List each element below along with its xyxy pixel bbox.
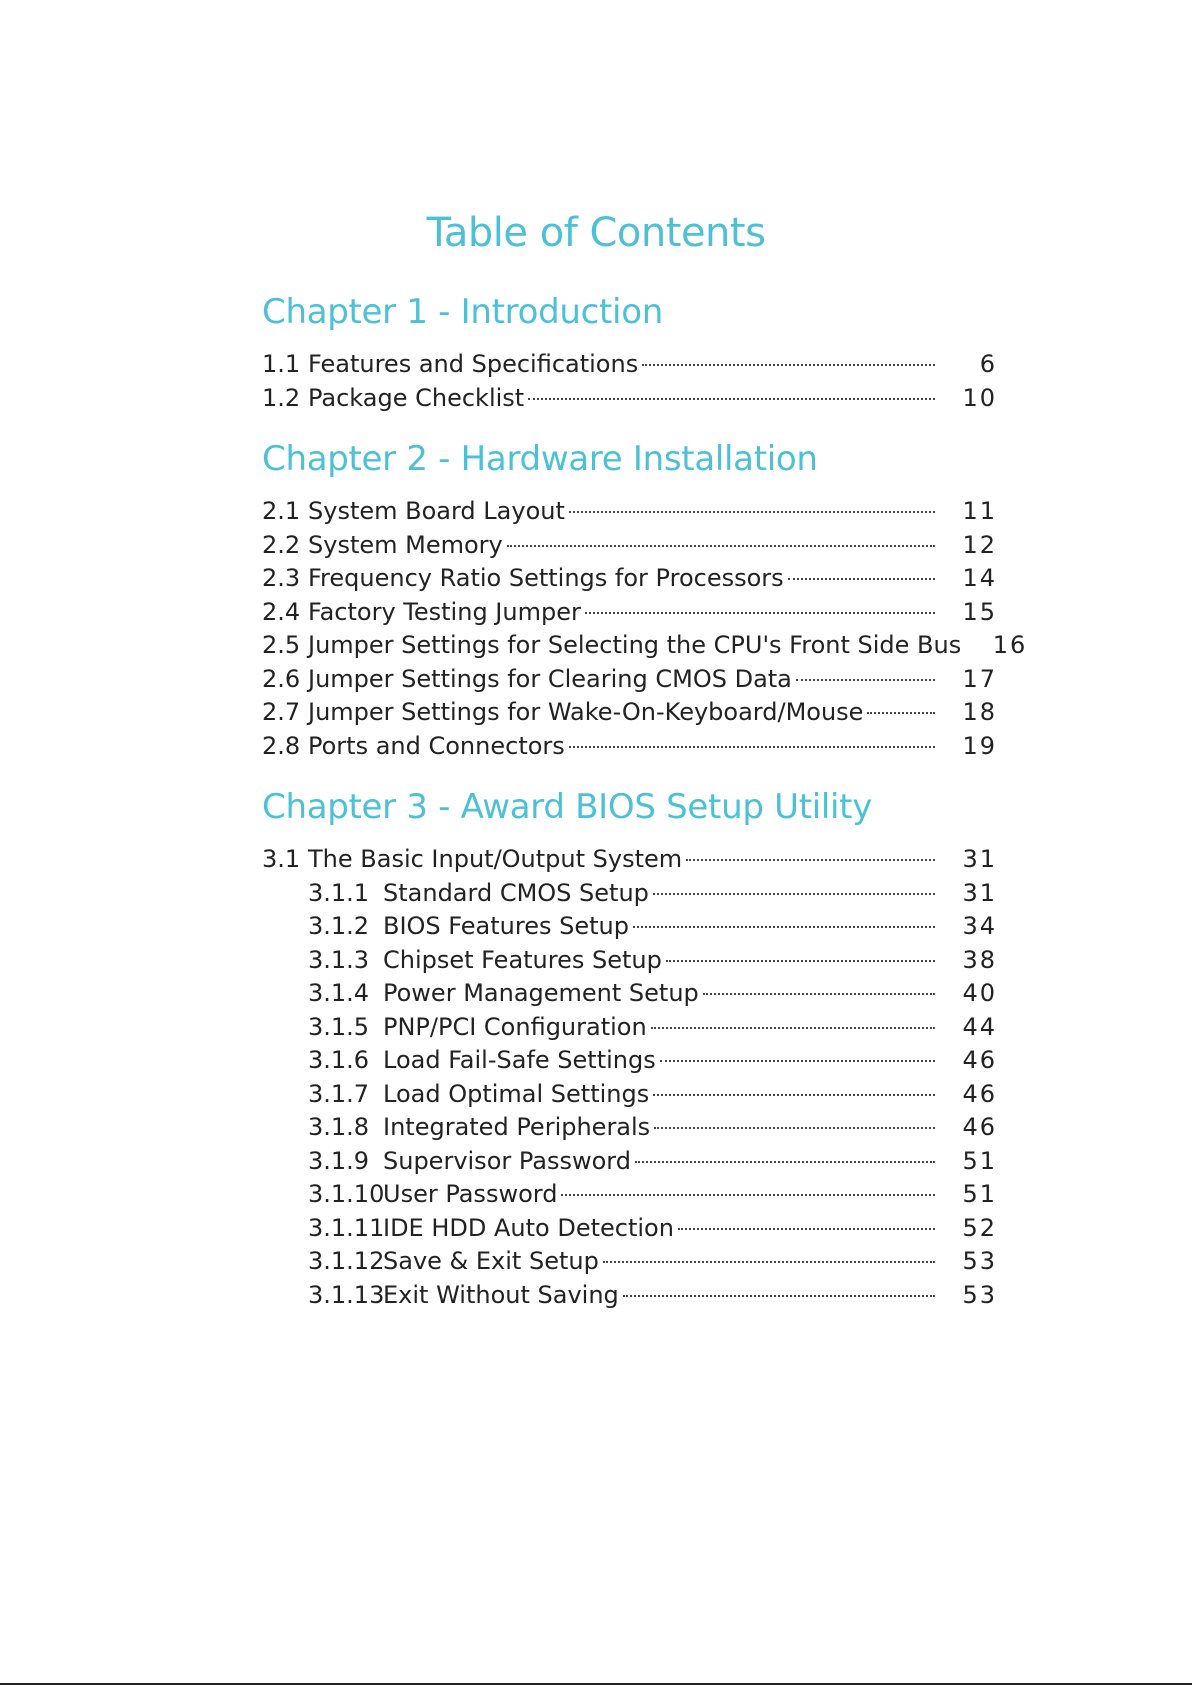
toc-entry[interactable] (262, 382, 997, 416)
toc-entry[interactable] (262, 1011, 997, 1045)
page-number: 19 (962, 731, 997, 760)
toc-entry[interactable] (262, 1111, 997, 1145)
section-number: 2.5 (262, 631, 301, 659)
toc-entry[interactable] (262, 977, 997, 1011)
section-number: 2.4 (262, 597, 301, 626)
section-number: 2.2 (262, 530, 301, 559)
section-title: Jumper Settings for Clearing CMOS Data (308, 664, 792, 693)
dot-leader (528, 398, 935, 400)
dot-leader (635, 1161, 935, 1163)
toc-entry[interactable] (262, 348, 997, 382)
section-title: Jumper Settings for Wake-On-Keyboard/Mouse (308, 698, 864, 726)
toc-entry[interactable] (262, 495, 997, 529)
dot-leader (703, 993, 935, 995)
dot-leader (660, 1060, 935, 1062)
toc-entry[interactable] (262, 596, 997, 630)
section-number: 3.1.1 (308, 878, 370, 907)
toc-entry[interactable] (262, 1078, 997, 1112)
section-title: Exit Without Saving (383, 1280, 619, 1309)
toc-entry[interactable] (262, 696, 997, 730)
section-title: Jumper Settings for Selecting the CPU's Front Side Bus (308, 631, 962, 659)
section-number: 3.1.8 (308, 1113, 370, 1141)
section-title: Load Optimal Settings (383, 1079, 650, 1108)
section-number: 1.1 (262, 350, 301, 378)
toc-entry[interactable] (262, 529, 997, 563)
section-title: Load Fail-Safe Settings (383, 1046, 656, 1074)
chapter-entries (262, 843, 997, 1312)
section-number: 2.7 (262, 698, 301, 726)
section-number: 2.6 (262, 664, 301, 693)
dot-leader (653, 1094, 935, 1096)
dot-leader (867, 712, 935, 714)
section-title: IDE HDD Auto Detection (383, 1213, 674, 1242)
page-number: 12 (962, 530, 997, 559)
page-number: 46 (962, 1046, 997, 1074)
page-number: 51 (962, 1146, 997, 1175)
section-number: 3.1.13 (308, 1280, 385, 1309)
section-number: 3.1.4 (308, 979, 370, 1007)
page-number: 15 (962, 597, 997, 626)
toc-entry[interactable] (262, 730, 997, 764)
section-number: 3.1.3 (308, 945, 370, 974)
section-title: Package Checklist (308, 383, 525, 412)
toc-entry[interactable] (262, 910, 997, 944)
dot-leader (654, 1127, 935, 1129)
section-title: Save & Exit Setup (383, 1247, 599, 1275)
dot-leader (642, 364, 935, 366)
page-number: 11 (962, 497, 997, 525)
section-number: 2.1 (262, 497, 301, 525)
page-number: 38 (962, 945, 997, 974)
toc-entry[interactable] (262, 1145, 997, 1179)
dot-leader (796, 679, 935, 681)
section-number: 2.8 (262, 731, 301, 760)
page-number: 52 (962, 1213, 997, 1242)
section-title: BIOS Features Setup (383, 912, 629, 940)
section-number: 3.1.9 (308, 1146, 370, 1175)
section-title: PNP/PCI Configuration (383, 1012, 647, 1041)
section-number: 3.1.6 (308, 1046, 370, 1074)
page-number: 46 (962, 1113, 997, 1141)
toc-entry[interactable] (262, 843, 997, 877)
section-title: System Memory (308, 530, 503, 559)
page-number: 18 (962, 698, 997, 726)
section-number: 3.1.11 (308, 1213, 385, 1242)
dot-leader (561, 1194, 935, 1196)
page-number: 46 (962, 1079, 997, 1108)
toc-entry[interactable] (262, 877, 997, 911)
toc-entry[interactable] (262, 663, 997, 697)
page-number: 16 (992, 631, 1028, 659)
page-number: 53 (962, 1247, 997, 1275)
toc-entry[interactable] (262, 1044, 997, 1078)
page-number: 44 (962, 1012, 997, 1041)
section-title: User Password (383, 1180, 558, 1208)
page-number: 51 (962, 1180, 997, 1208)
dot-leader (507, 545, 935, 547)
page-title: Table of Contents (426, 209, 766, 256)
section-number: 1.2 (262, 383, 301, 412)
toc-entry[interactable] (262, 1212, 997, 1246)
section-number: 3.1.5 (308, 1012, 370, 1041)
dot-leader (603, 1261, 935, 1263)
section-title: Ports and Connectors (308, 731, 565, 760)
section-title: The Basic Input/Output System (308, 845, 683, 873)
section-title: System Board Layout (308, 497, 565, 525)
page-number: 53 (962, 1280, 997, 1309)
toc-entry[interactable] (262, 1245, 997, 1279)
dot-leader (569, 511, 935, 513)
page-number: 10 (962, 383, 997, 412)
page-number: 14 (962, 564, 997, 592)
dot-leader (585, 612, 935, 614)
chapter-heading: Chapter 3 - Award BIOS Setup Utility (262, 787, 873, 827)
toc-entry[interactable] (262, 1178, 997, 1212)
dot-leader (678, 1228, 935, 1230)
section-title: Standard CMOS Setup (383, 878, 649, 907)
section-number: 3.1.12 (308, 1247, 385, 1275)
section-number: 2.3 (262, 564, 301, 592)
page-number: 31 (962, 845, 997, 873)
page-number: 40 (962, 979, 997, 1007)
section-title: Chipset Features Setup (383, 945, 662, 974)
toc-entry[interactable] (262, 629, 1028, 663)
dot-leader (666, 960, 935, 962)
chapter-entries (262, 348, 997, 415)
chapter-entries (262, 495, 1028, 763)
page-number: 6 (979, 350, 997, 378)
chapter-heading: Chapter 2 - Hardware Installation (262, 439, 818, 479)
section-title: Frequency Ratio Settings for Processors (308, 564, 784, 592)
dot-leader (623, 1295, 935, 1297)
dot-leader (651, 1027, 935, 1029)
dot-leader (653, 893, 935, 895)
page-number: 34 (962, 912, 997, 940)
section-number: 3.1.10 (308, 1180, 385, 1208)
page-number: 31 (962, 878, 997, 907)
toc-entry[interactable] (262, 944, 997, 978)
section-number: 3.1.2 (308, 912, 370, 940)
section-title: Integrated Peripherals (383, 1113, 651, 1141)
chapter-heading: Chapter 1 - Introduction (262, 292, 663, 332)
section-number: 3.1 (262, 845, 301, 873)
dot-leader (633, 926, 935, 928)
section-title: Power Management Setup (383, 979, 699, 1007)
table-of-contents (262, 282, 1028, 1326)
section-title: Supervisor Password (383, 1146, 631, 1175)
dot-leader (686, 859, 935, 861)
section-title: Features and Specifications (308, 350, 639, 378)
toc-entry[interactable] (262, 562, 997, 596)
toc-entry[interactable] (262, 1279, 997, 1313)
page-number: 17 (962, 664, 997, 693)
section-number: 3.1.7 (308, 1079, 370, 1108)
dot-leader (569, 746, 935, 748)
section-title: Factory Testing Jumper (308, 597, 581, 626)
dot-leader (788, 578, 935, 580)
